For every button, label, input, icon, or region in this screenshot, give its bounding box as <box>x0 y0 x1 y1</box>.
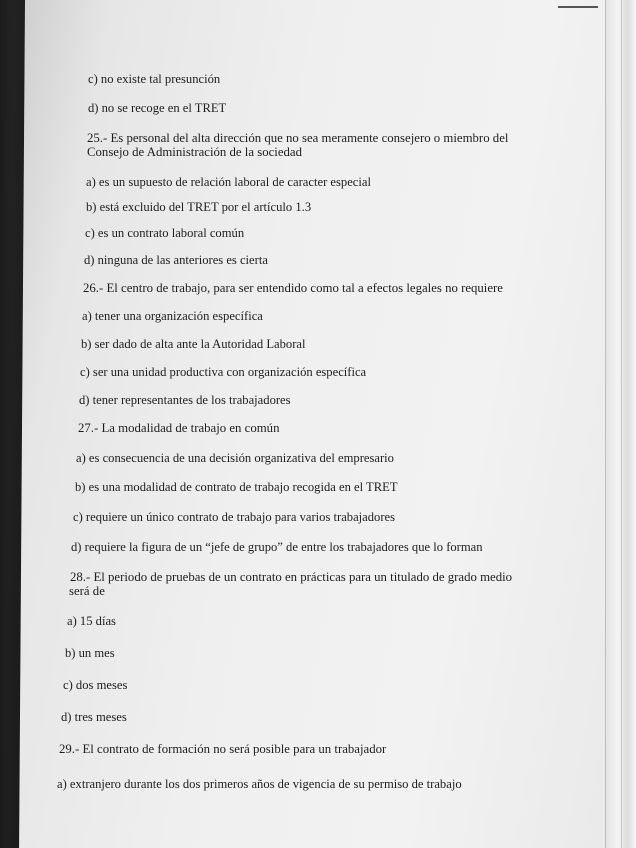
option-28b: b) un mes <box>65 646 115 660</box>
option-29a: a) extranjero durante los dos primeros años de vigencia de su permiso de trabajo <box>57 777 462 791</box>
question-25-line2: Consejo de Administración de la sociedad <box>87 145 303 159</box>
option-24c: c) no existe tal presunción <box>88 72 221 86</box>
option-25d: d) ninguna de las anteriores es cierta <box>84 253 268 267</box>
option-26b: b) ser dado de alta ante la Autoridad Laboral <box>81 337 306 351</box>
option-26c: c) ser una unidad productiva con organización específica <box>80 365 367 379</box>
question-26: 26.- El centro de trabajo, para ser entendido como tal a efectos legales no requiere <box>83 281 503 295</box>
option-27b: b) es una modalidad de contrato de trabajo recogida en el TRET <box>75 480 398 494</box>
option-28c: c) dos meses <box>63 678 128 692</box>
option-26d: d) tener representantes de los trabajadores <box>79 393 291 407</box>
question-28-line1: 28.- El periodo de pruebas de un contrato en prácticas para un titulado de grado medio <box>70 570 513 584</box>
option-27a: a) es consecuencia de una decisión organizativa del empresario <box>76 451 394 465</box>
option-25a: a) es un supuesto de relación laboral de caracter especial <box>86 175 371 189</box>
option-25c: c) es un contrato laboral común <box>85 226 245 240</box>
option-26a: a) tener una organización específica <box>82 309 263 323</box>
question-27: 27.- La modalidad de trabajo en común <box>78 421 280 435</box>
option-28d: d) tres meses <box>61 710 127 724</box>
option-27d: d) requiere la figura de un “jefe de grupo” de entre los trabajadores que lo forman <box>71 540 483 554</box>
option-27c: c) requiere un único contrato de trabajo para varios trabajadores <box>73 510 396 524</box>
question-28-line2: será de <box>69 584 105 598</box>
question-29: 29.- El contrato de formación no será posible para un trabajador <box>59 742 387 756</box>
option-28a: a) 15 días <box>67 614 116 628</box>
option-24d: d) no se recoge en el TRET <box>88 101 227 115</box>
option-25b: b) está excluido del TRET por el artículo 1.3 <box>86 200 312 214</box>
question-25-line1: 25.- Es personal del alta dirección que no sea meramente consejero o miembro del <box>87 131 509 145</box>
